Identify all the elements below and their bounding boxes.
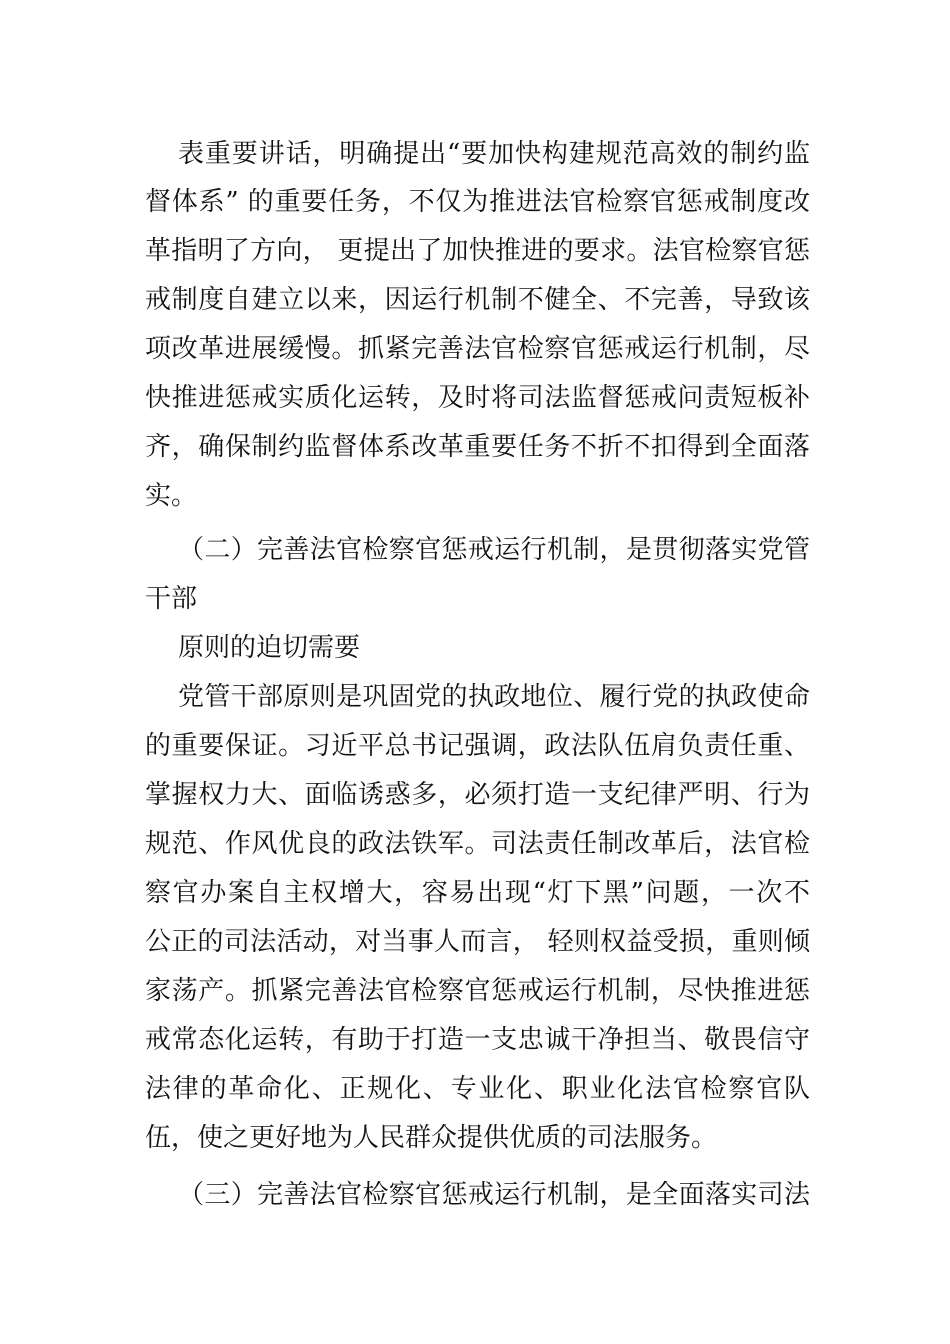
section-heading-3: （三）完善法官检察官惩戒运行机制，是全面落实司法: [178, 1180, 810, 1210]
text-line: 党管干部原则是巩固党的执政地位、履行党的执政使命: [178, 682, 810, 712]
text-line: 察官办案自主权增大，容易出现“灯下黑”问题，一次不: [145, 878, 810, 908]
section-heading-2-continuation: 干部: [145, 584, 198, 614]
text-line: 表重要讲话，明确提出“要加快构建规范高效的制约监: [178, 139, 810, 169]
text-line: 齐，确保制约监督体系改革重要任务不折不扣得到全面落: [145, 432, 810, 462]
text-line: 督体系” 的重要任务，不仅为推进法官检察官惩戒制度改: [145, 187, 810, 217]
text-line: 戒常态化运转，有助于打造一支忠诚干净担当、敬畏信守: [145, 1025, 810, 1055]
text-line: 的重要保证。习近平总书记强调，政法队伍肩负责任重、: [145, 731, 810, 761]
text-line: 规范、作风优良的政法铁军。司法责任制改革后，法官检: [145, 829, 810, 859]
section-heading-2: （二）完善法官检察官惩戒运行机制，是贯彻落实党管: [178, 535, 810, 565]
text-line: 伍，使之更好地为人民群众提供优质的司法服务。: [145, 1123, 718, 1153]
text-line: 家荡产。抓紧完善法官检察官惩戒运行机制，尽快推进惩: [145, 976, 810, 1006]
section-heading-2-subline: 原则的迫切需要: [178, 633, 361, 663]
text-line: 戒制度自建立以来，因运行机制不健全、不完善，导致该: [145, 285, 810, 315]
text-line: 实。: [145, 481, 198, 511]
text-line: 项改革进展缓慢。抓紧完善法官检察官惩戒运行机制，尽: [145, 334, 810, 364]
text-line: 法律的革命化、正规化、专业化、职业化法官检察官队: [145, 1074, 810, 1104]
text-line: 快推进惩戒实质化运转，及时将司法监督惩戒问责短板补: [145, 383, 810, 413]
text-line: 公正的司法活动，对当事人而言， 轻则权益受损，重则倾: [145, 927, 810, 957]
text-line: 革指明了方向， 更提出了加快推进的要求。法官检察官惩: [145, 236, 810, 266]
text-line: 掌握权力大、面临诱惑多，必须打造一支纪律严明、行为: [145, 780, 810, 810]
